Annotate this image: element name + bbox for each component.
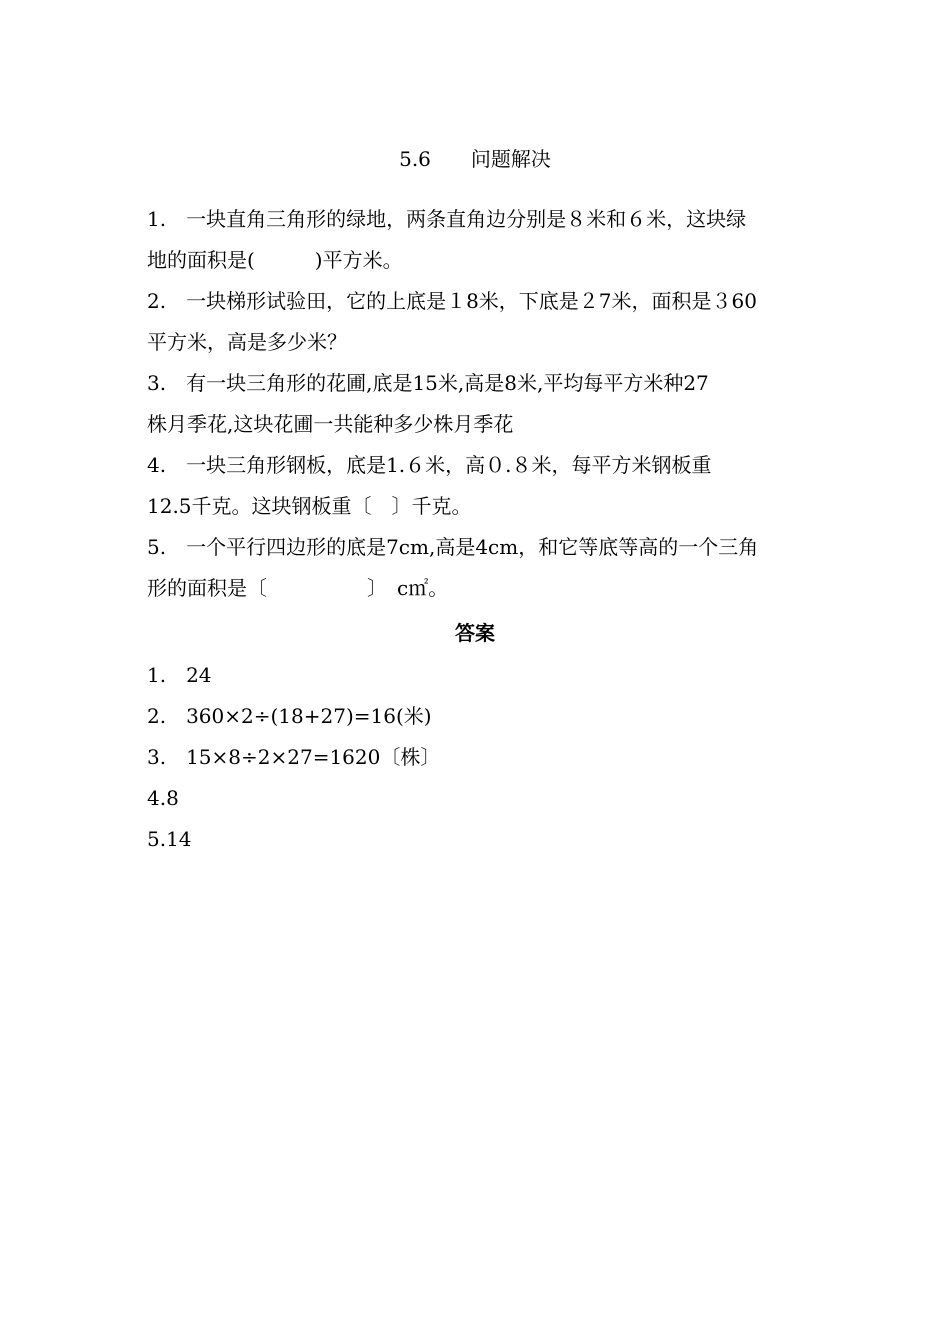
question-line: 1. 一块直角三角形的绿地，两条直角边分别是８米和６米，这块绿 [147,207,747,231]
question-line: 3. 有一块三角形的花圃,底是15米,高是8米,平均每平方米种27 [147,371,709,395]
question-line: 12.5千克。这块钢板重〔 〕千克。 [147,494,472,518]
answer-line: 1. 24 [147,663,212,687]
question-line: 2. 一块梯形试验田，它的上底是１8米，下底是２7米，面积是３60 [147,289,757,313]
page-title: 5.6 问题解决 [399,147,551,171]
answer-line: 2. 360×2÷(18+27)=16(米) [147,704,432,728]
answer-list [147,660,807,865]
question-list [147,204,807,614]
question-line: 5. 一个平行四边形的底是7cm,高是4cm，和它等底等高的一个三角 [147,535,759,559]
question-line: 形的面积是〔 〕 c㎡。 [147,576,449,600]
answer-line: 3. 15×8÷2×27=1620〔株〕 [147,745,441,769]
answer-line: 5.14 [147,827,192,851]
question-line: 地的面积是( )平方米。 [147,248,403,272]
answer-heading: 答案 [455,621,495,645]
question-line: 平方米，高是多少米？ [147,330,347,354]
question-line: 株月季花,这块花圃一共能种多少株月季花 [147,412,514,436]
answer-line: 4.8 [147,786,179,810]
question-line: 4. 一块三角形钢板，底是1.６米，高０.８米，每平方米钢板重 [147,453,712,477]
